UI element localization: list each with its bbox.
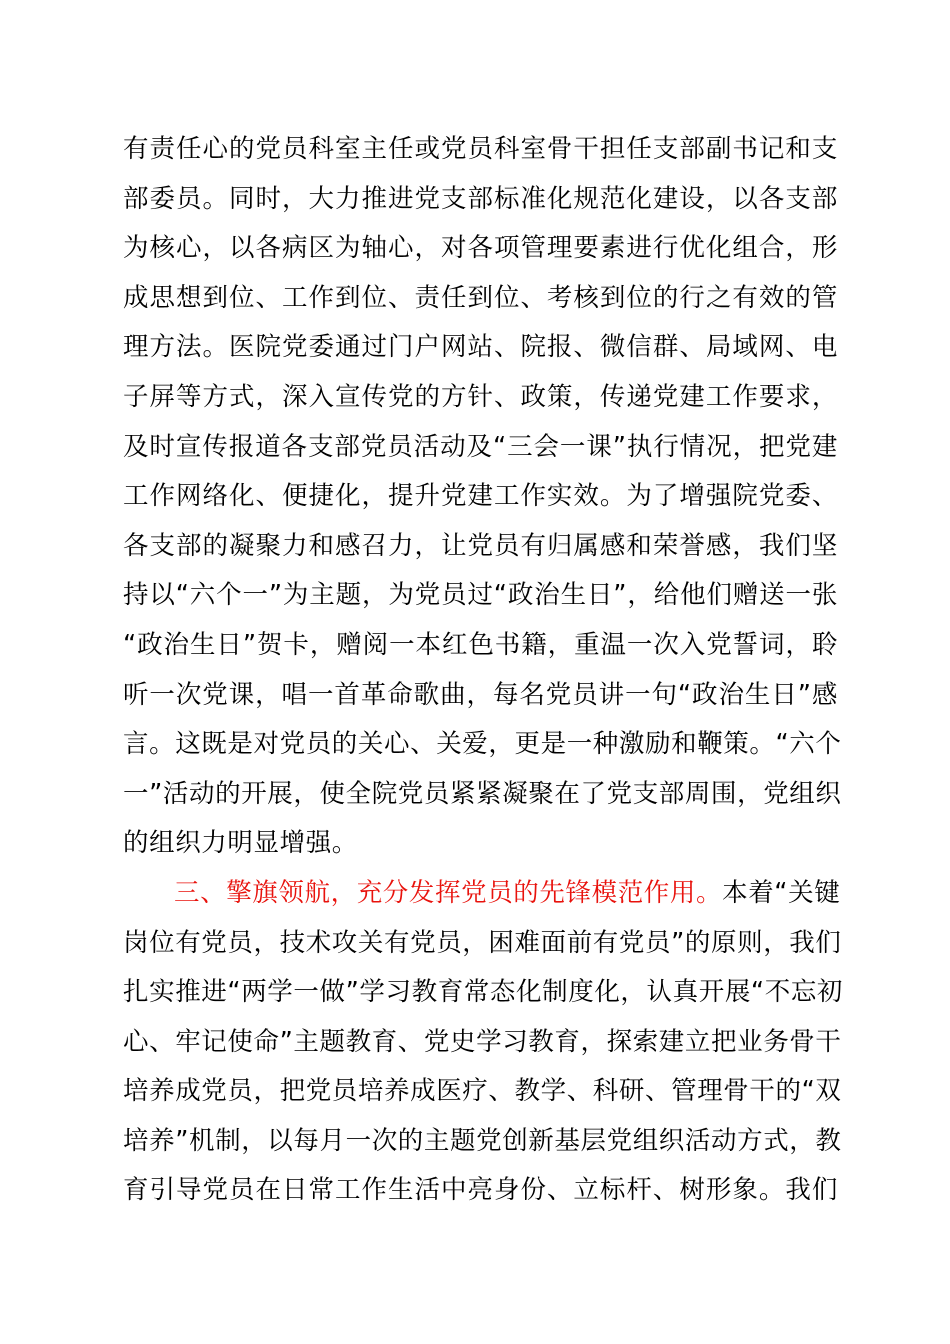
text-line: 及时宣传报道各支部党员活动及“三会一课”执行情况，把党建 bbox=[123, 431, 838, 462]
text-line: 部委员。同时，大力推进党支部标准化规范化建设，以各支部 bbox=[123, 183, 838, 214]
section-3-line: 育引导党员在日常工作生活中亮身份、立标杆、树形象。我们 bbox=[123, 1175, 838, 1206]
section-3-line: 岗位有党员，技术攻关有党员，困难面前有党员”的原则，我们 bbox=[123, 927, 842, 958]
section-3-first-line-text: 本着“关键 bbox=[722, 877, 841, 908]
text-line: 有责任心的党员科室主任或党员科室骨干担任支部副书记和支 bbox=[123, 134, 838, 164]
text-line: 为核心，以各病区为轴心，对各项管理要素进行优化组合，形 bbox=[123, 233, 838, 264]
text-line: 言。这既是对党员的关心、关爱，更是一种激励和鞭策。“六个 bbox=[123, 729, 842, 760]
body-text bbox=[123, 129, 844, 1220]
text-line: 工作网络化、便捷化，提升党建工作实效。为了增强院党委、 bbox=[123, 481, 838, 512]
section-3-first-line bbox=[123, 873, 841, 923]
text-line: 听一次党课，唱一首革命歌曲，每名党员讲一句“政治生日”感 bbox=[123, 679, 838, 710]
section-3-line: 培养”机制，以每月一次的主题党创新基层党组织活动方式，教 bbox=[123, 1125, 842, 1156]
text-line: 各支部的凝聚力和感召力，让党员有归属感和荣誉感，我们坚 bbox=[123, 530, 838, 561]
text-line-last: 的组织力明显增强。 bbox=[123, 828, 358, 859]
section-3-line: 扎实推进“两学一做”学习教育常态化制度化，认真开展“不忘初 bbox=[123, 977, 844, 1008]
section-3-heading: 三、擎旗领航，充分发挥党员的先锋模范作用。 bbox=[174, 877, 723, 908]
section-3-line: 培养成党员，把党员培养成医疗、教学、科研、管理骨干的“双 bbox=[123, 1076, 842, 1107]
text-line: “政治生日”贺卡，赠阅一本红色书籍，重温一次入党誓词，聆 bbox=[123, 629, 838, 660]
text-line: 子屏等方式，深入宣传党的方针、政策，传递党建工作要求， bbox=[123, 381, 838, 412]
text-line: 成思想到位、工作到位、责任到位、考核到位的行之有效的管 bbox=[123, 282, 838, 313]
section-3-line: 心、牢记使命”主题教育、党史学习教育，探索建立把业务骨干 bbox=[123, 1026, 842, 1057]
text-line: 理方法。医院党委通过门户网站、院报、微信群、局域网、电 bbox=[123, 332, 838, 363]
text-line: 一”活动的开展，使全院党员紧紧凝聚在了党支部周围，党组织 bbox=[123, 778, 842, 809]
text-line: 持以“六个一”为主题，为党员过“政治生日”，给他们赠送一张 bbox=[123, 580, 838, 611]
